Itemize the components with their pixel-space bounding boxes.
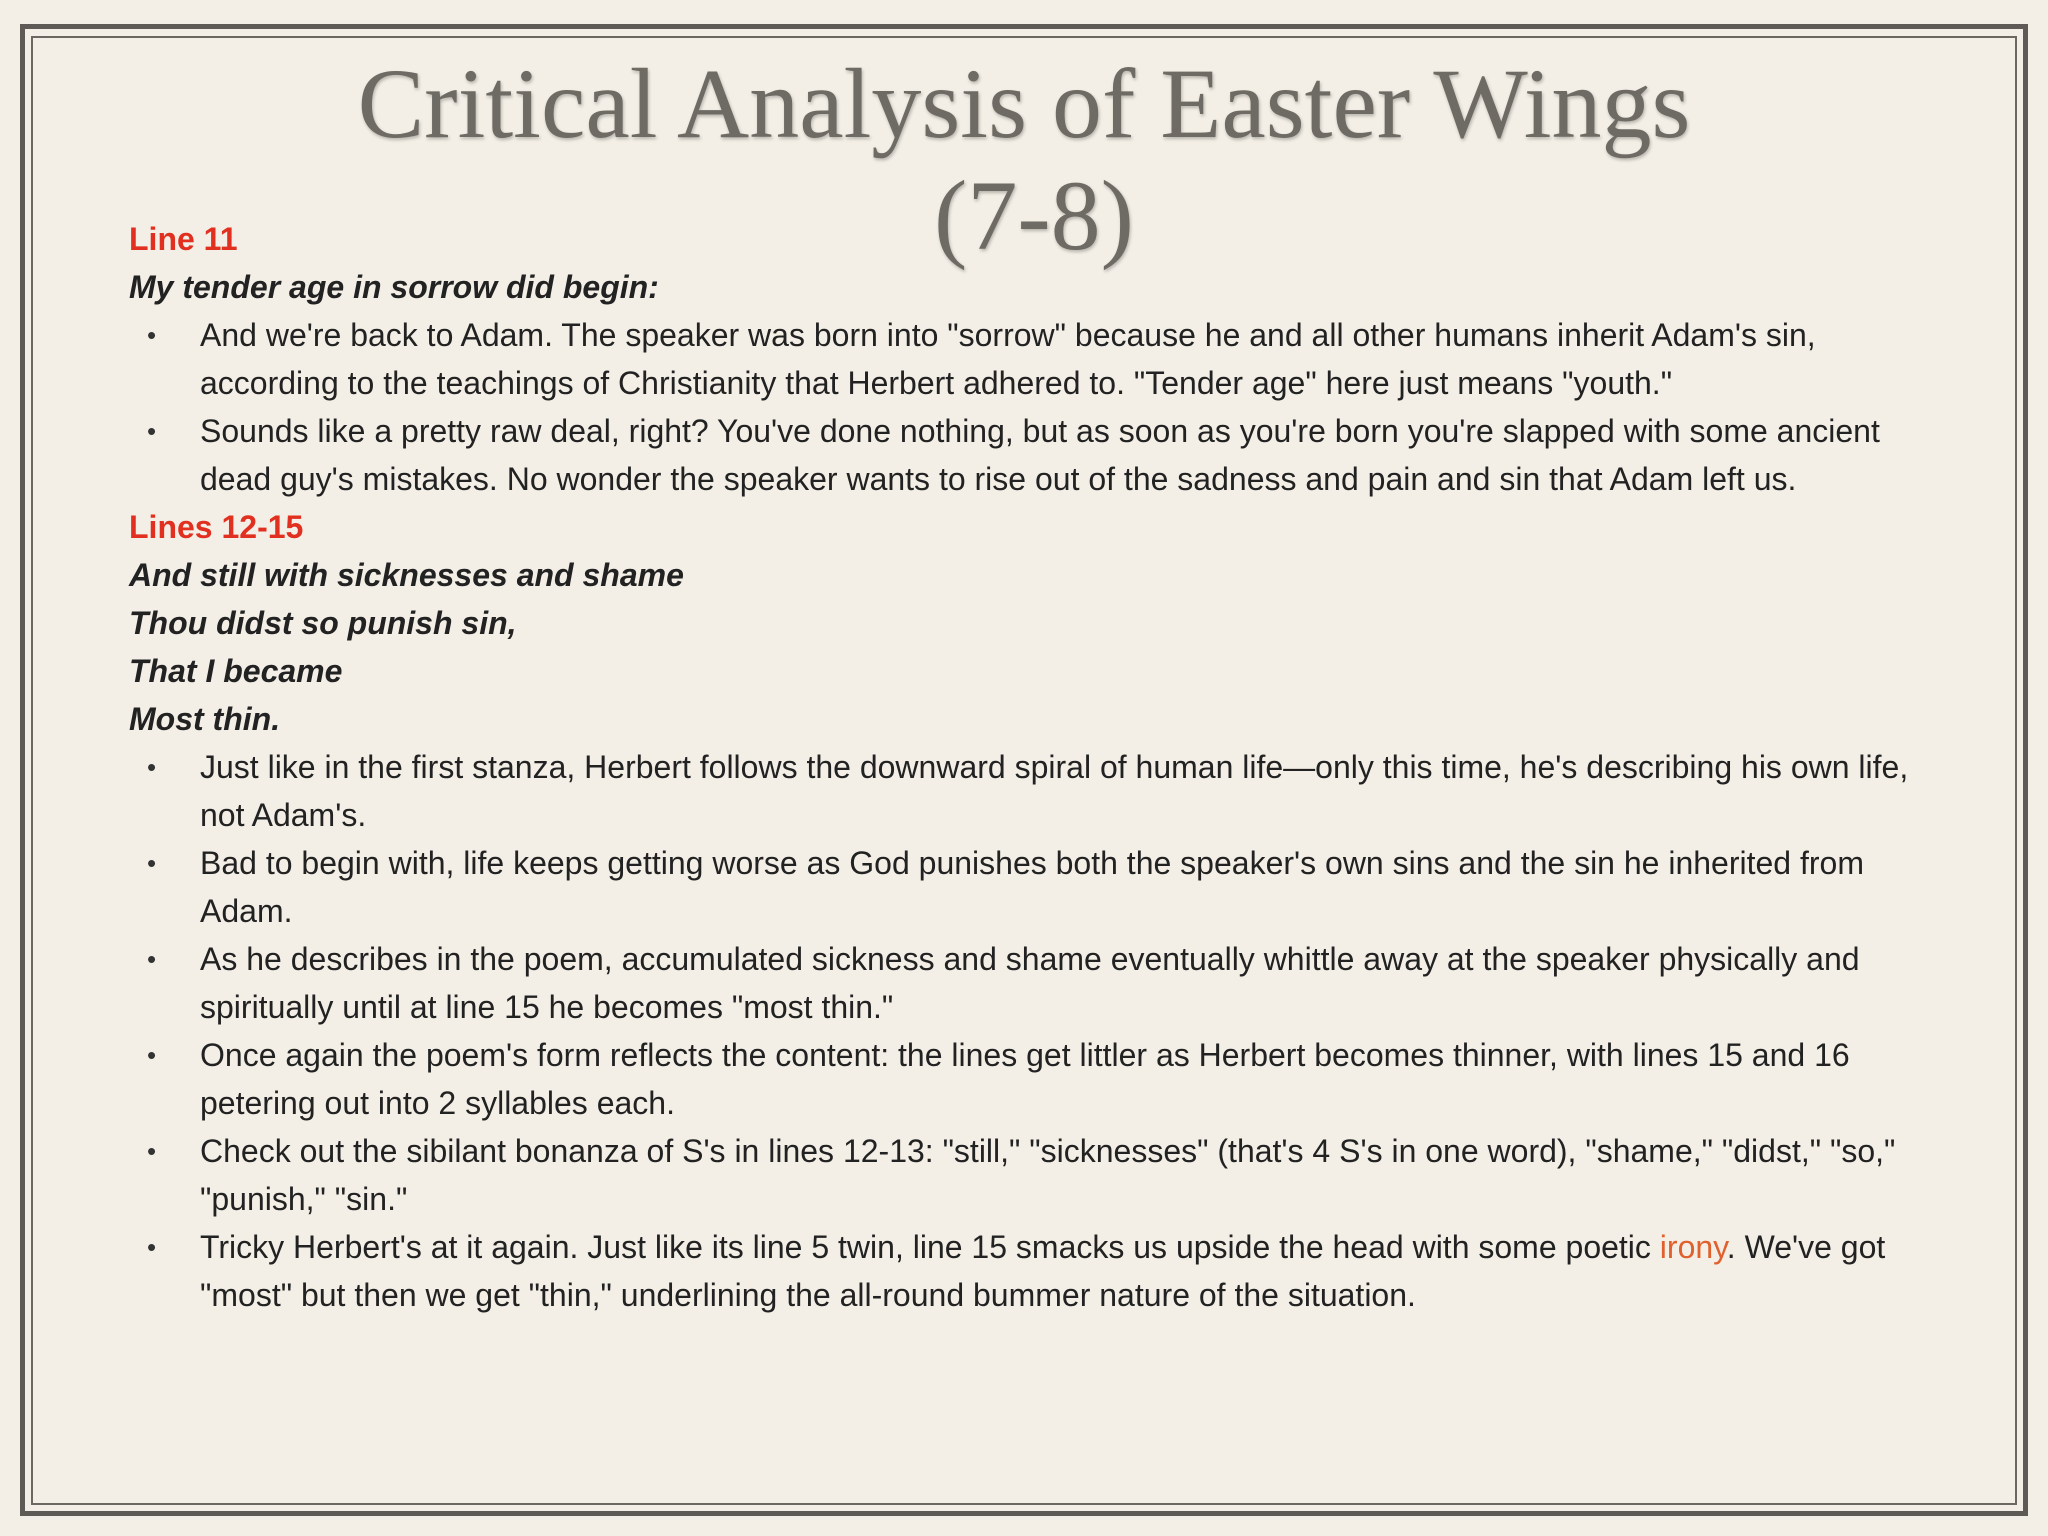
slide-title-line2: (7-8) [934, 160, 1134, 271]
bullet-glyph: • [147, 416, 157, 446]
section2-quote-line: Most thin. [129, 701, 281, 737]
list-item [129, 839, 1929, 935]
section2-quote-line: And still with sicknesses and shame [129, 557, 684, 593]
bullet-glyph: • [147, 752, 157, 782]
bullet-glyph: • [147, 1232, 157, 1262]
bullet-glyph: • [147, 848, 157, 878]
section1-label: Line 11 [129, 221, 238, 257]
section2-quote-line: That I became [129, 653, 343, 689]
bullet-text: And we're back to Adam. The speaker was born into "sorrow" because he and all other humans inherit Adam's sin, according to the teachings of Christianity that Herbert adhered to. "Tender age" here just means "youth." [200, 317, 1816, 401]
bullet-text: As he describes in the poem, accumulated sickness and shame eventually whittle away at the speaker physically and spiritually until at line 15 he becomes "most thin." [200, 941, 1860, 1025]
bullet-text: Once again the poem's form reflects the content: the lines get littler as Herbert becomes thinner, with lines 15 and 16 petering out into 2 syllables each. [200, 1037, 1850, 1121]
bullet-text-after-link: . We've got "most" but then we get "thin," underlining the all-round bummer nature of the situation. [200, 1229, 1886, 1313]
bullet-text-before-link: Tricky Herbert's at it again. Just like its line 5 twin, line 15 smacks us upside the head with some poetic [200, 1229, 1660, 1265]
bullet-glyph: • [147, 944, 157, 974]
bullet-text: Sounds like a pretty raw deal, right? You've done nothing, but as soon as you're born you're slapped with some ancient dead guy's mistakes. No wonder the speaker wants to rise out of the sadness and pain and sin that Adam left us. [200, 413, 1880, 497]
bullet-glyph: • [147, 320, 157, 350]
bullet-text: Check out the sibilant bonanza of S's in lines 12-13: "still," "sicknesses" (that's 4 S's in one word), "shame," "didst," "so," "punish," "sin." [200, 1133, 1896, 1217]
bullet-glyph: • [147, 1136, 157, 1166]
list-item [129, 1127, 1929, 1223]
list-item [129, 1223, 1929, 1319]
list-item [129, 311, 1929, 407]
section1-quote-line: My tender age in sorrow did begin: [129, 269, 659, 305]
irony-link[interactable]: irony [1659, 1229, 1727, 1265]
bullet-glyph: • [147, 1040, 157, 1070]
section2-label: Lines 12-15 [129, 509, 304, 545]
section2-quote-line: Thou didst so punish sin, [129, 605, 517, 641]
slide-content [129, 215, 1929, 1319]
list-item [129, 407, 1929, 503]
list-item [129, 935, 1929, 1031]
list-item [129, 1031, 1929, 1127]
slide-title-line1: Critical Analysis of Easter Wings [357, 48, 1691, 159]
bullet-text: Bad to begin with, life keeps getting worse as God punishes both the speaker's own sins and the sin he inherited from Adam. [200, 845, 1864, 929]
bullet-text: Just like in the first stanza, Herbert follows the downward spiral of human life—only this time, he's describing his own life, not Adam's. [200, 749, 1909, 833]
section2-bullet-list [129, 743, 1929, 1319]
list-item [129, 743, 1929, 839]
section1-bullet-list [129, 311, 1929, 503]
